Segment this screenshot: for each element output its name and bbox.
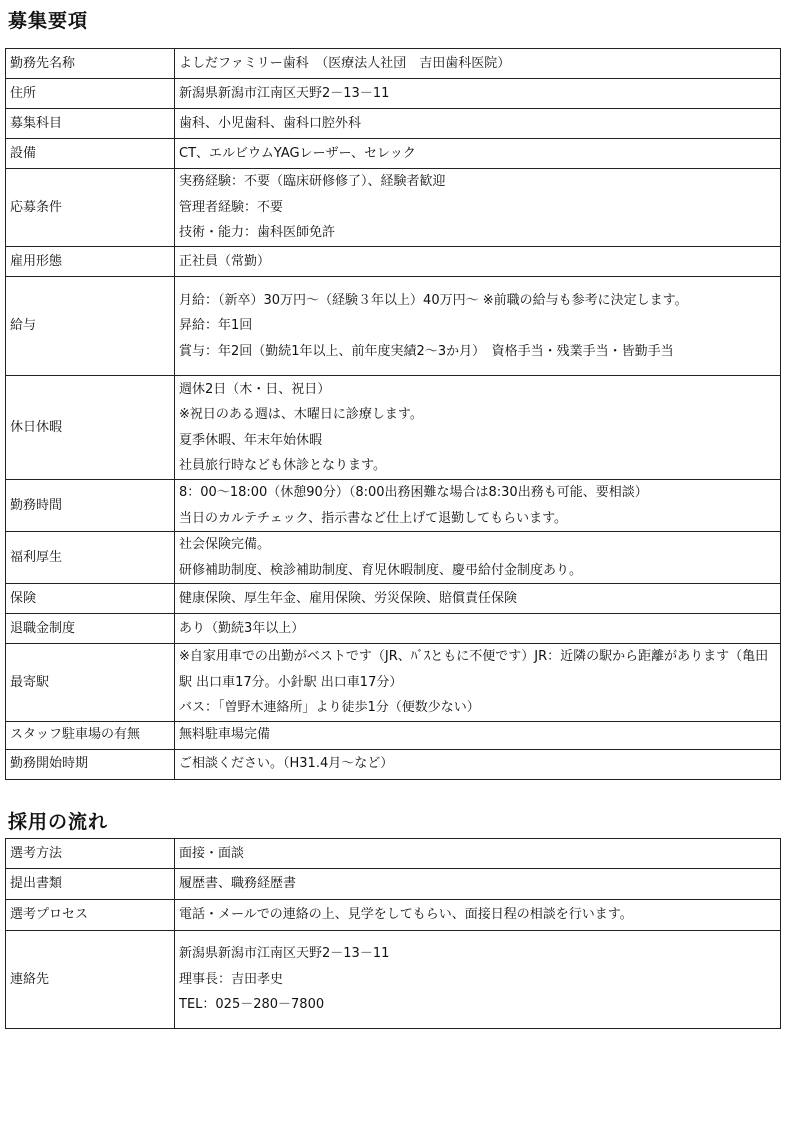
row-label: 雇用形態 xyxy=(6,247,175,277)
table-row xyxy=(6,109,781,139)
table-row xyxy=(6,79,781,109)
table-row xyxy=(6,247,781,277)
row-label: 募集科目 xyxy=(6,109,175,139)
value-line: 実務経験：不要（臨床研修修了）、経験者歓迎 xyxy=(179,174,446,190)
row-value xyxy=(175,376,781,480)
table-row xyxy=(6,644,781,722)
row-label: 選考方法 xyxy=(6,839,175,869)
value-line: 管理者経験：不要 xyxy=(179,199,284,215)
value-line: 昇給：年1回 xyxy=(179,318,253,334)
row-value xyxy=(175,169,781,247)
value-line: 正社員（常勤） xyxy=(179,253,271,269)
row-value xyxy=(175,584,781,614)
hiring-table xyxy=(5,838,781,1029)
table-row xyxy=(6,169,781,247)
recruitment-table xyxy=(5,48,781,780)
table-row xyxy=(6,584,781,614)
row-value xyxy=(175,614,781,644)
table-row xyxy=(6,480,781,532)
value-line: 夏季休暇、年末年始休暇 xyxy=(179,432,323,448)
value-line: 無料駐車場完備 xyxy=(179,727,271,743)
value-line: 歯科、小児歯科、歯科口腔外科 xyxy=(179,115,362,131)
row-value xyxy=(175,247,781,277)
row-label: 給与 xyxy=(6,277,175,376)
row-value xyxy=(175,644,781,722)
table-row xyxy=(6,931,781,1029)
value-line: よしだファミリー歯科 （医療法人社団 吉田歯科医院） xyxy=(179,55,511,71)
row-label: 福利厚生 xyxy=(6,532,175,584)
row-label: 提出書類 xyxy=(6,869,175,900)
value-line: TEL：025－280－7800 xyxy=(179,997,325,1013)
table-row xyxy=(6,900,781,931)
row-label: 設備 xyxy=(6,139,175,169)
value-line: CT、エルビウムYAGレーザー、セレック xyxy=(179,145,416,161)
value-line: 電話・メールでの連絡の上、見学をしてもらい、面接日程の相談を行います。 xyxy=(179,907,633,923)
row-label: 勤務開始時期 xyxy=(6,749,175,779)
value-line: 8：00～18:00（休憩90分）（8:00出務困難な場合は8:30出務も可能、要相談） xyxy=(179,485,648,500)
table-row xyxy=(6,869,781,900)
hiring-section-title: 採用の流れ xyxy=(8,811,109,833)
row-value xyxy=(175,109,781,139)
row-label: 勤務時間 xyxy=(6,480,175,532)
row-label: 保険 xyxy=(6,584,175,614)
value-line: 新潟県新潟市江南区天野2－13－11 xyxy=(179,946,390,962)
row-value xyxy=(175,139,781,169)
value-line: 新潟県新潟市江南区天野2－13－11 xyxy=(179,85,390,101)
table-row xyxy=(6,749,781,779)
row-value xyxy=(175,931,781,1029)
row-label: 連絡先 xyxy=(6,931,175,1029)
row-label: 勤務先名称 xyxy=(6,49,175,79)
value-line: バス：「曽野木連絡所」より徒歩1分（便数少ない） xyxy=(179,700,480,715)
row-value xyxy=(175,900,781,931)
value-line: 技術・能力：歯科医師免許 xyxy=(179,225,336,241)
row-label: 住所 xyxy=(6,79,175,109)
value-line: ※自家用車での出勤がベストです（JR、ﾊﾞｽともに不便です）JR：近隣の駅から距離があります（亀田駅 出口車17分。小針駅 出口車17分） xyxy=(179,649,769,690)
row-label: 応募条件 xyxy=(6,169,175,247)
row-label: スタッフ駐車場の有無 xyxy=(6,721,175,749)
value-line: 研修補助制度、検診補助制度、育児休暇制度、慶弔給付金制度あり。 xyxy=(179,562,583,578)
table-row xyxy=(6,139,781,169)
row-value xyxy=(175,79,781,109)
value-line: あり（勤続3年以上） xyxy=(179,620,305,636)
row-value xyxy=(175,480,781,532)
row-label: 退職金制度 xyxy=(6,614,175,644)
table-row xyxy=(6,277,781,376)
table-row xyxy=(6,376,781,480)
value-line: 社員旅行時なども休診となります。 xyxy=(179,458,386,473)
value-line: ご相談ください。（H31.4月～など） xyxy=(179,756,394,772)
row-label: 休日休暇 xyxy=(6,376,175,480)
row-value xyxy=(175,869,781,900)
value-line: ※祝日のある週は、木曜日に診療します。 xyxy=(179,407,423,422)
table-row xyxy=(6,839,781,869)
value-line: 社会保険完備。 xyxy=(179,537,271,552)
value-line: 当日のカルテチェック、指示書など仕上げて退勤してもらいます。 xyxy=(179,510,568,526)
row-value xyxy=(175,532,781,584)
row-value xyxy=(175,49,781,79)
row-label: 選考プロセス xyxy=(6,900,175,931)
table-row xyxy=(6,49,781,79)
value-line: 健康保険、厚生年金、雇用保険、労災保険、賠償責任保険 xyxy=(179,590,518,606)
value-line: 理事長：吉田孝史 xyxy=(179,971,284,987)
table-row xyxy=(6,614,781,644)
row-value xyxy=(175,277,781,376)
row-label: 最寄駅 xyxy=(6,644,175,722)
value-line: 履歴書、職務経歴書 xyxy=(179,876,297,892)
table-row xyxy=(6,721,781,749)
recruitment-section-title: 募集要項 xyxy=(8,10,89,32)
row-value xyxy=(175,839,781,869)
value-line: 面接・面談 xyxy=(179,845,245,861)
value-line: 週休2日（木・日、祝日） xyxy=(179,381,331,397)
row-value xyxy=(175,721,781,749)
table-row xyxy=(6,532,781,584)
row-value xyxy=(175,749,781,779)
value-line: 賞与：年2回（勤続1年以上、前年度実績2～3か月） 資格手当・残業手当・皆勤手当 xyxy=(179,343,674,359)
value-line: 月給：（新卒）30万円～（経験３年以上）40万円～ ※前職の給与も参考に決定します。 xyxy=(179,292,688,308)
